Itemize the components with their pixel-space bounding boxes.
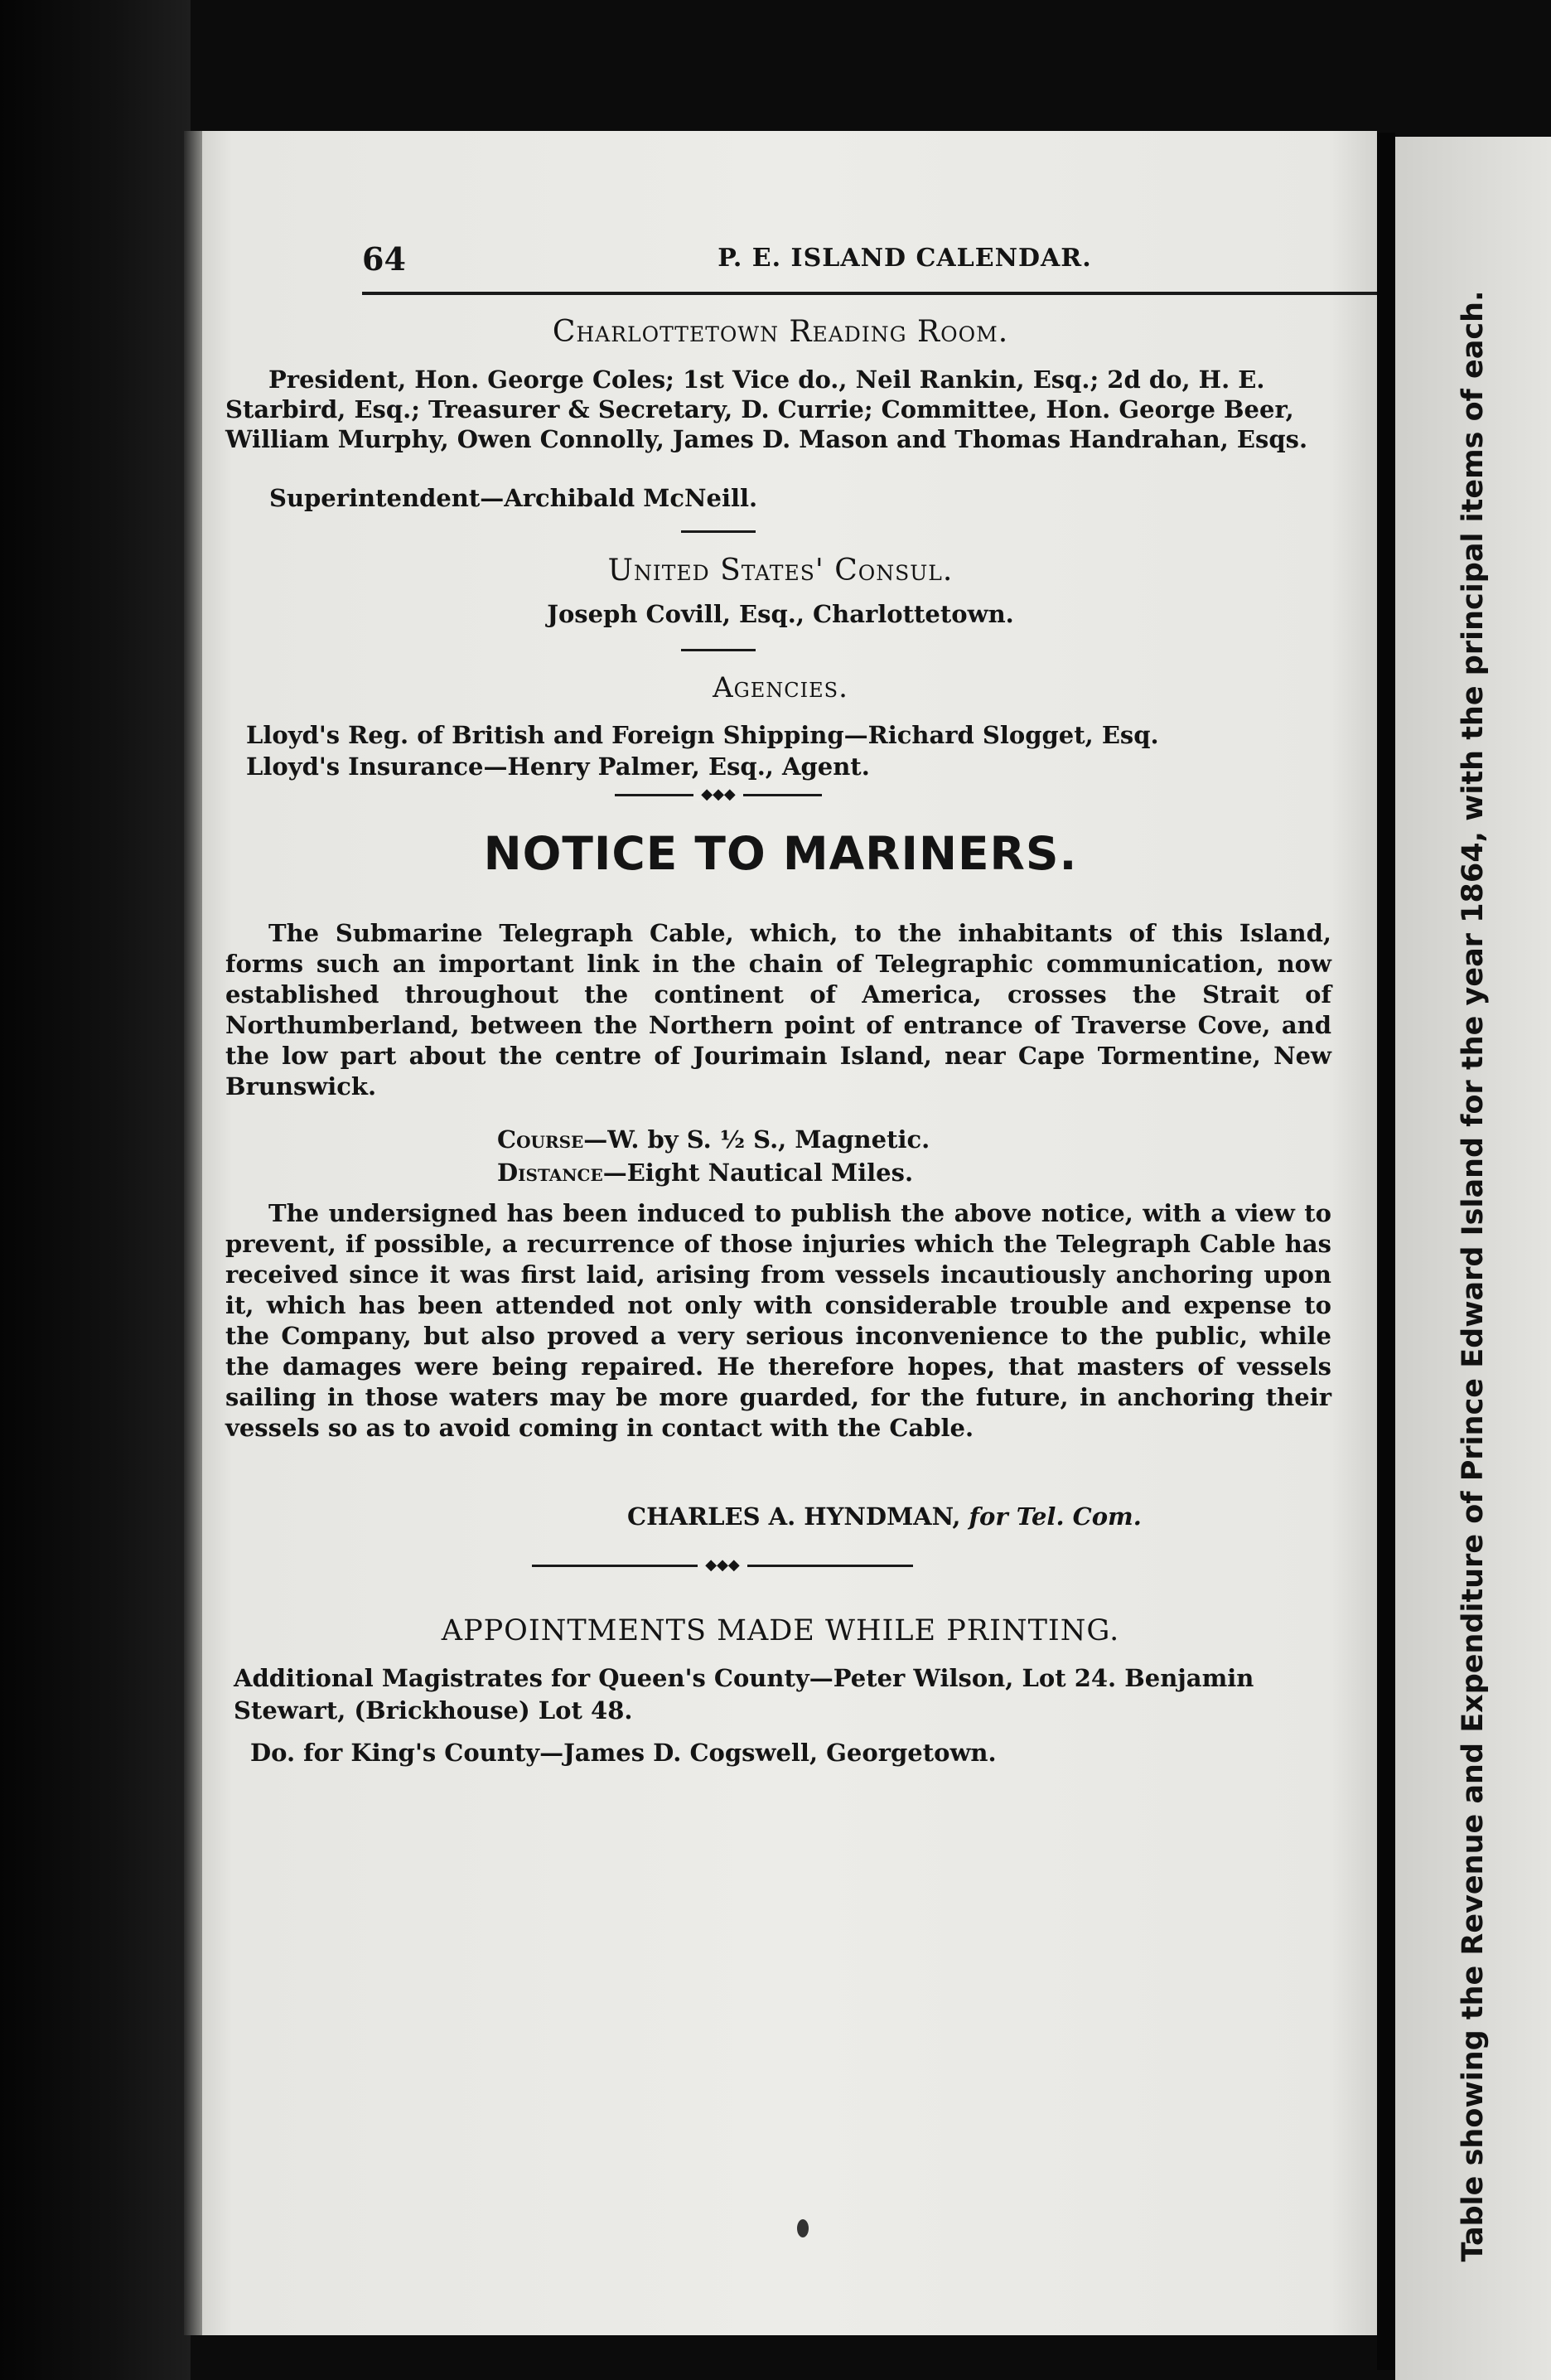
notice-title: NOTICE TO MARINERS. — [483, 827, 1078, 880]
section-divider — [681, 649, 756, 651]
background-edge — [0, 0, 191, 2380]
distance-line — [497, 1159, 913, 1187]
book-gutter — [1377, 133, 1395, 2370]
page-number: 64 — [362, 240, 406, 278]
agencies-title: Agencies. — [713, 671, 848, 704]
course-line — [497, 1125, 930, 1154]
signature-name: CHARLES A. HYNDMAN, — [627, 1502, 961, 1531]
header-rule — [362, 292, 1447, 295]
notice-signature — [627, 1502, 1142, 1531]
consul-title: United States' Consul. — [607, 554, 954, 588]
section-divider — [681, 530, 756, 533]
course-label: Course — [497, 1125, 584, 1154]
signature-role: for Tel. Com. — [969, 1502, 1142, 1531]
appointments-line-1: Additional Magistrates for Queen's County—Peter Wilson, Lot 24. Benjamin Stewart, (Brickhouse) Lot 48. — [234, 1664, 1254, 1725]
left-page — [184, 131, 1377, 2335]
notice-paragraph-1: The Submarine Telegraph Cable, which, to the inhabitants of this Island, forms such an important link in the chain of Telegraphic communication, now established throughout the continent of America, crosses the Strait of Northumberland, between the Northern point of entrance of Traverse Cove, and the low part about the centre of Jourimain Island, near Cape Tormentine, New Brunswick. — [225, 919, 1331, 1101]
consul-body: Joseph Covill, Esq., Charlottetown. — [547, 600, 1014, 628]
agencies-body — [246, 719, 1323, 782]
course-value: —W. by S. ½ S., Magnetic. — [583, 1125, 930, 1154]
ornament-glyph: ◆◆◆ — [698, 1560, 747, 1571]
reading-room-body: President, Hon. George Coles; 1st Vice do., Neil Rankin, Esq.; 2d do, H. E. Starbird, Esq.; Treasurer & Secretary, D. Currie; Committee, Hon. George Beer, William Murphy, Owen Connolly, James D. Mason and Thomas Handrahan, Esqs. — [225, 365, 1308, 453]
distance-label: Distance — [497, 1159, 603, 1187]
ink-smudge — [797, 2219, 809, 2237]
appointments-title: APPOINTMENTS MADE WHILE PRINTING. — [441, 1614, 1120, 1647]
running-head: P. E. ISLAND CALENDAR. — [718, 244, 1092, 273]
right-page-rotated-title: Table showing the Revenue and Expenditure of Prince Edward Island for the year 1864, with the principal items of each. — [1457, 290, 1490, 2262]
page-binding-shadow — [184, 131, 202, 2335]
reading-room-title: Charlottetown Reading Room. — [552, 315, 1009, 349]
ornament-glyph: ◆◆◆ — [693, 789, 743, 801]
reading-room-superintendent: Superintendent—Archibald McNeill. — [269, 484, 758, 512]
agencies-line-2: Lloyd's Insurance—Henry Palmer, Esq., Agent. — [246, 752, 870, 781]
distance-value: —Eight Nautical Miles. — [602, 1159, 914, 1187]
appointments-line-2: Do. for King's County—James D. Cogswell, Georgetown. — [250, 1739, 997, 1767]
notice-paragraph-2: The undersigned has been induced to publish the above notice, with a view to prevent, if possible, a recurrence of those injuries which the Telegraph Cable has received since it was first laid, arising from vessels incautiously anchoring upon it, which has been attended not only with considerable trouble and expense to the Company, but also proved a very serious inconvenience to the public, while the damages were being repaired. He therefore hopes, that masters of vessels sailing in those waters may be more guarded, for the future, in anchoring their vessels so as to avoid coming in contact with the Cable. — [225, 1199, 1331, 1442]
right-page-fragment — [1395, 137, 1551, 2380]
agencies-line-1: Lloyd's Reg. of British and Foreign Shipping—Richard Slogget, Esq. — [246, 721, 1159, 749]
